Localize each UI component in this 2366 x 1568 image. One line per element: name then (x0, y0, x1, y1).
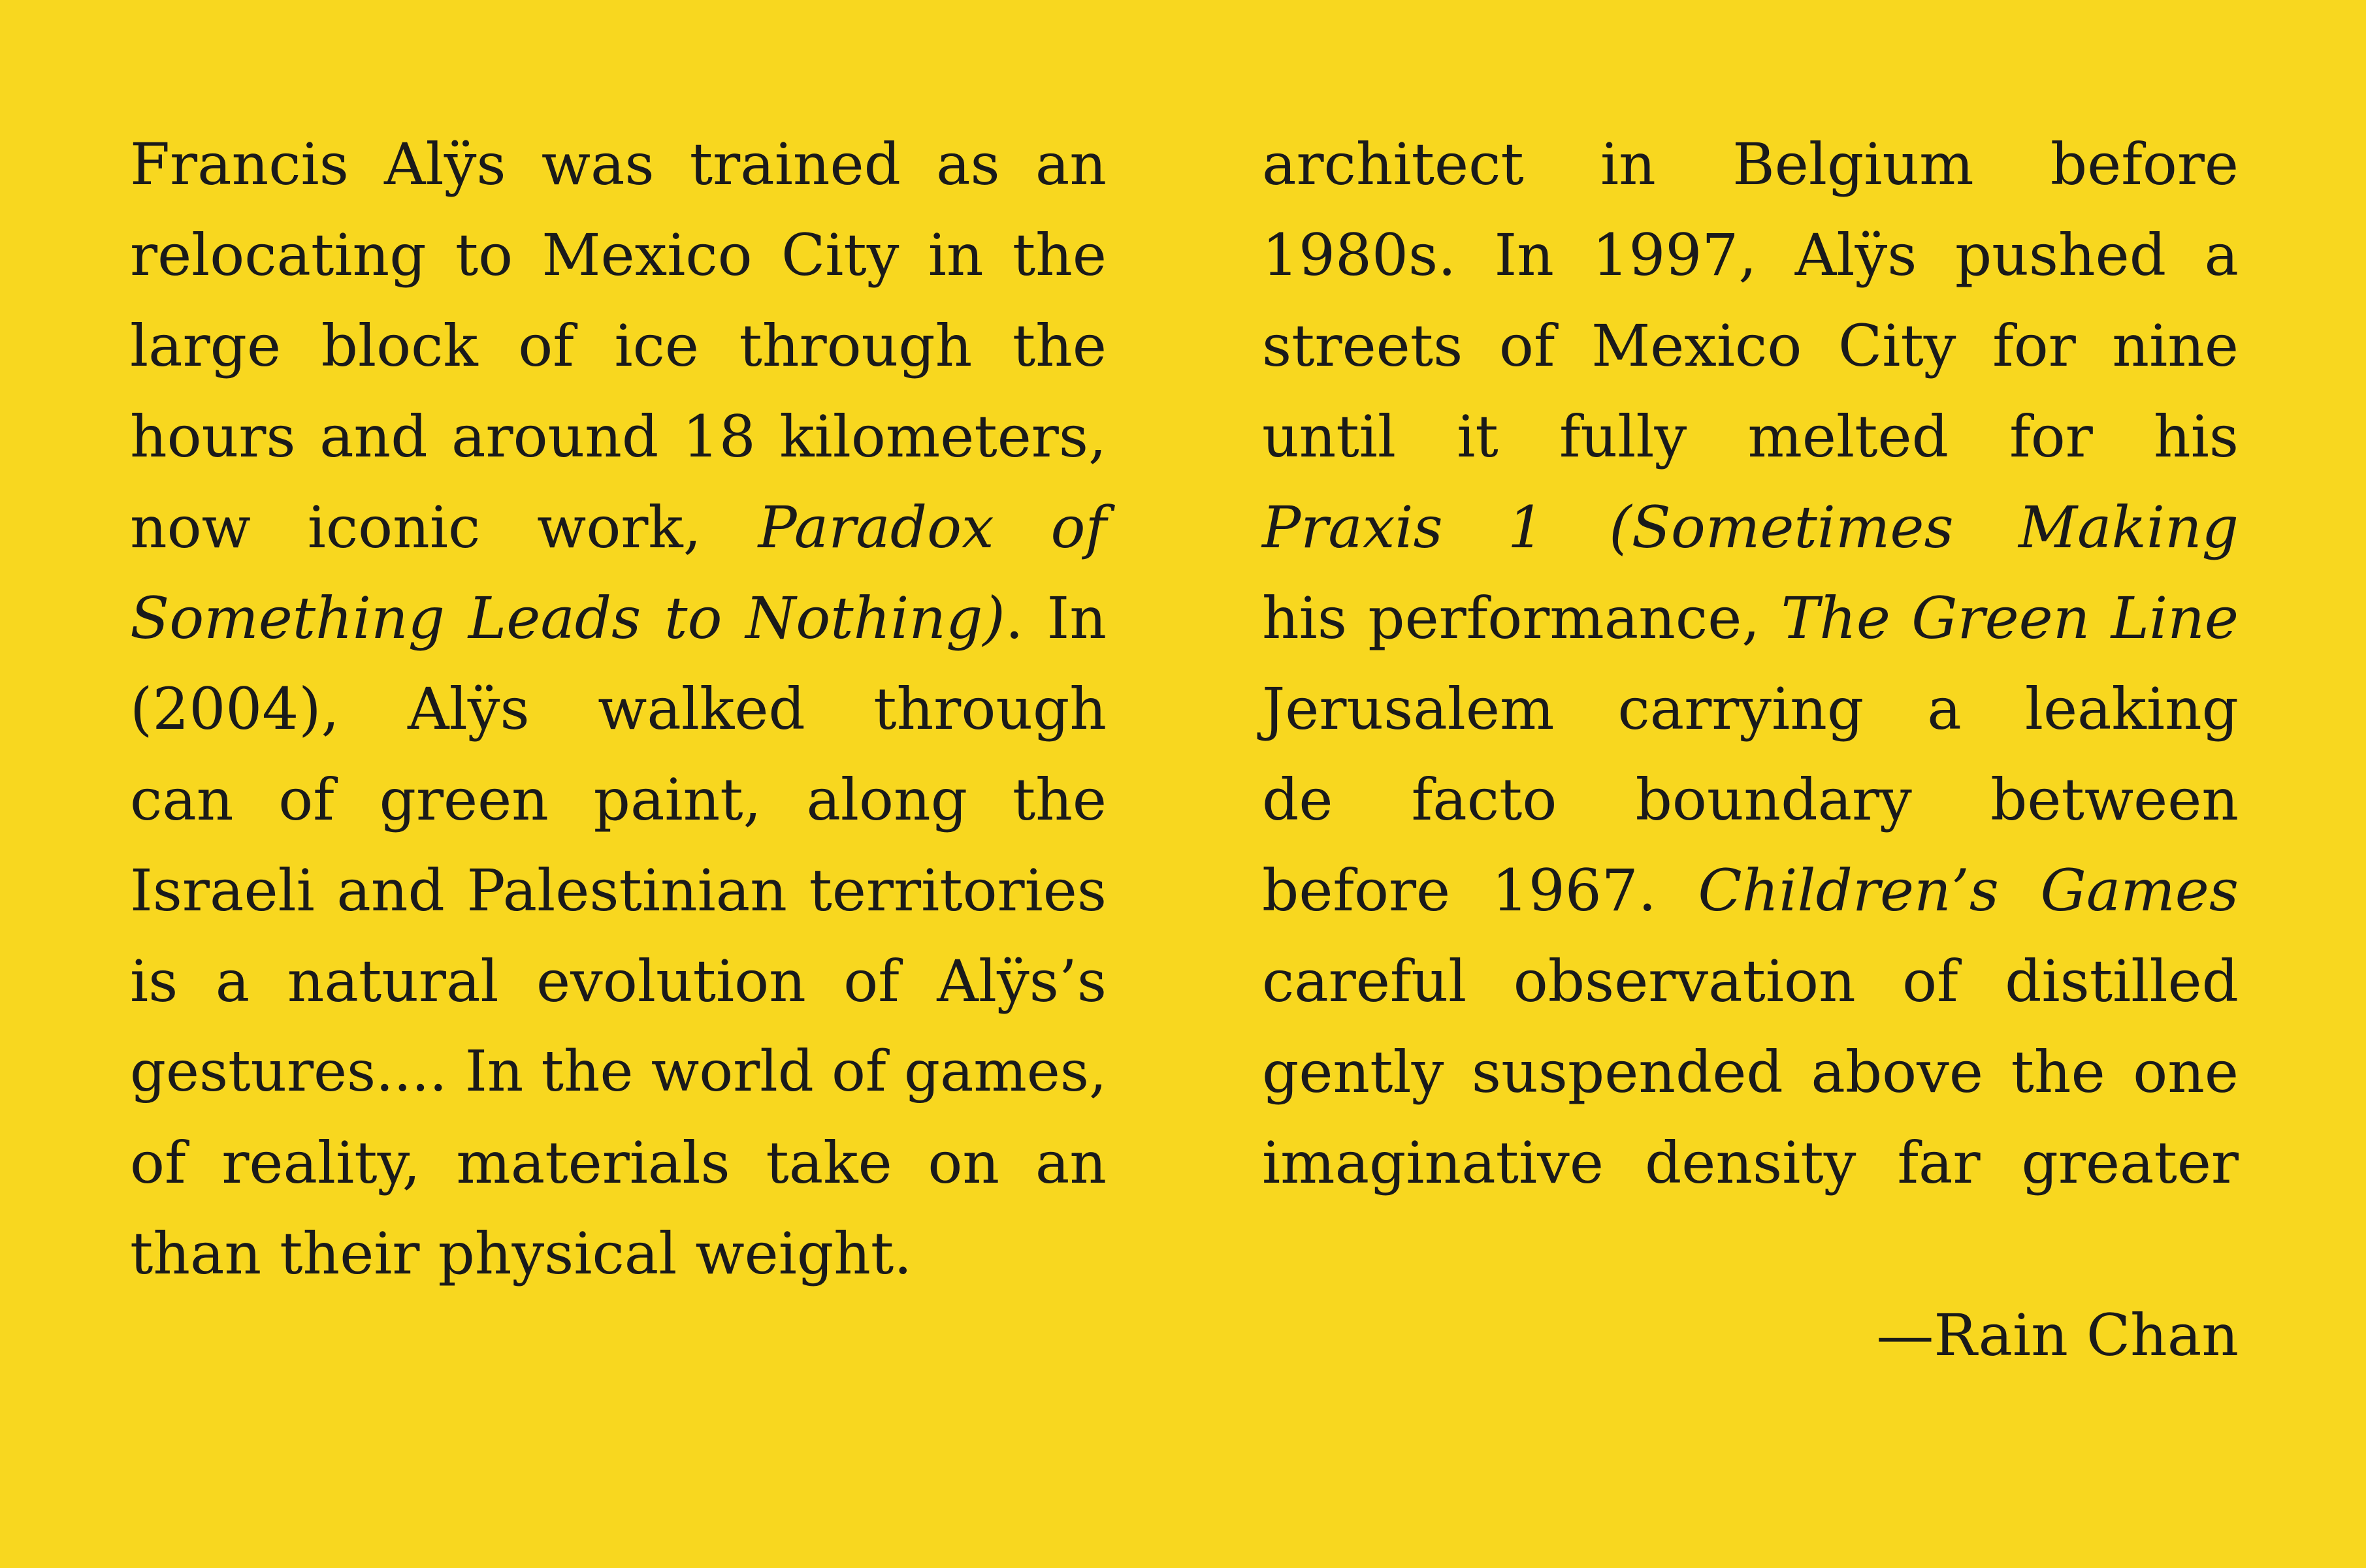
text-run: imaginative density far greater (1262, 1129, 2239, 1196)
text-run: until it fully melted for his (1262, 403, 2239, 470)
text-run: now iconic work, (130, 494, 758, 561)
text-run: 1980s. In 1997, Alÿs pushed a (1262, 221, 2239, 289)
text-line (130, 482, 1107, 573)
text-line (1262, 119, 2239, 210)
text-run: de facto boundary between (1262, 766, 2239, 833)
text-run: careful observation of distilled (1262, 948, 2239, 1015)
italic-title-text: Paradox of (758, 494, 1107, 561)
text-line (1262, 936, 2239, 1027)
text-run: of reality, materials take on an (130, 1129, 1107, 1196)
text-run: large block of ice through the (130, 312, 1107, 379)
text-run: his performance, (1262, 584, 1781, 652)
text-run: gestures.... In the world of games, (130, 1039, 1107, 1104)
text-run: Israeli and Palestinian territories (130, 857, 1107, 924)
text-column-right (1262, 119, 2239, 1208)
text-line (1262, 845, 2239, 936)
text-run: is a natural evolution of Alÿs’s (130, 948, 1107, 1015)
text-run: relocating to Mexico City in the (130, 221, 1107, 289)
italic-title-text: The Green Line (1781, 584, 2239, 652)
italic-title-text: Something Leads to Nothing) (130, 584, 1005, 652)
text-run: . In (1005, 584, 1107, 652)
text-line (130, 1027, 1107, 1117)
text-line (1262, 391, 2239, 482)
italic-title-text: Praxis 1 (Sometimes Making (1262, 494, 2239, 561)
text-column-left (130, 119, 1107, 1299)
author-attribution: —Rain Chan (1876, 1302, 2239, 1369)
text-line (130, 936, 1107, 1027)
text-line (130, 119, 1107, 210)
text-run: gently suspended above the one (1262, 1038, 2239, 1106)
text-line (1262, 573, 2239, 664)
text-line (130, 1208, 1107, 1299)
text-line (1262, 664, 2239, 754)
text-line (1262, 1027, 2239, 1117)
text-run: Jerusalem carrying a leaking (1262, 675, 2239, 743)
text-line (1262, 1117, 2239, 1208)
text-line (1262, 210, 2239, 300)
text-run: can of green paint, along the (130, 766, 1107, 833)
text-run: than their physical weight. (130, 1220, 913, 1287)
text-line (1262, 482, 2239, 573)
text-line (130, 210, 1107, 300)
text-run: architect in Belgium before (1262, 131, 2239, 198)
text-line (1262, 754, 2239, 845)
text-line (130, 845, 1107, 936)
text-line (130, 664, 1107, 754)
text-line (130, 1117, 1107, 1208)
text-run: (2004), Alÿs walked through (130, 675, 1107, 743)
text-line (130, 300, 1107, 391)
text-run: streets of Mexico City for nine (1262, 312, 2239, 379)
text-line (130, 754, 1107, 845)
text-run: before 1967. (1262, 857, 1698, 924)
text-line (130, 391, 1107, 482)
text-line (130, 573, 1107, 664)
text-run: hours and around 18 kilometers, (130, 403, 1107, 470)
text-run: Francis Alÿs was trained as an (130, 131, 1107, 198)
text-line (1262, 300, 2239, 391)
italic-title-text: Children’s Games (1698, 857, 2239, 924)
